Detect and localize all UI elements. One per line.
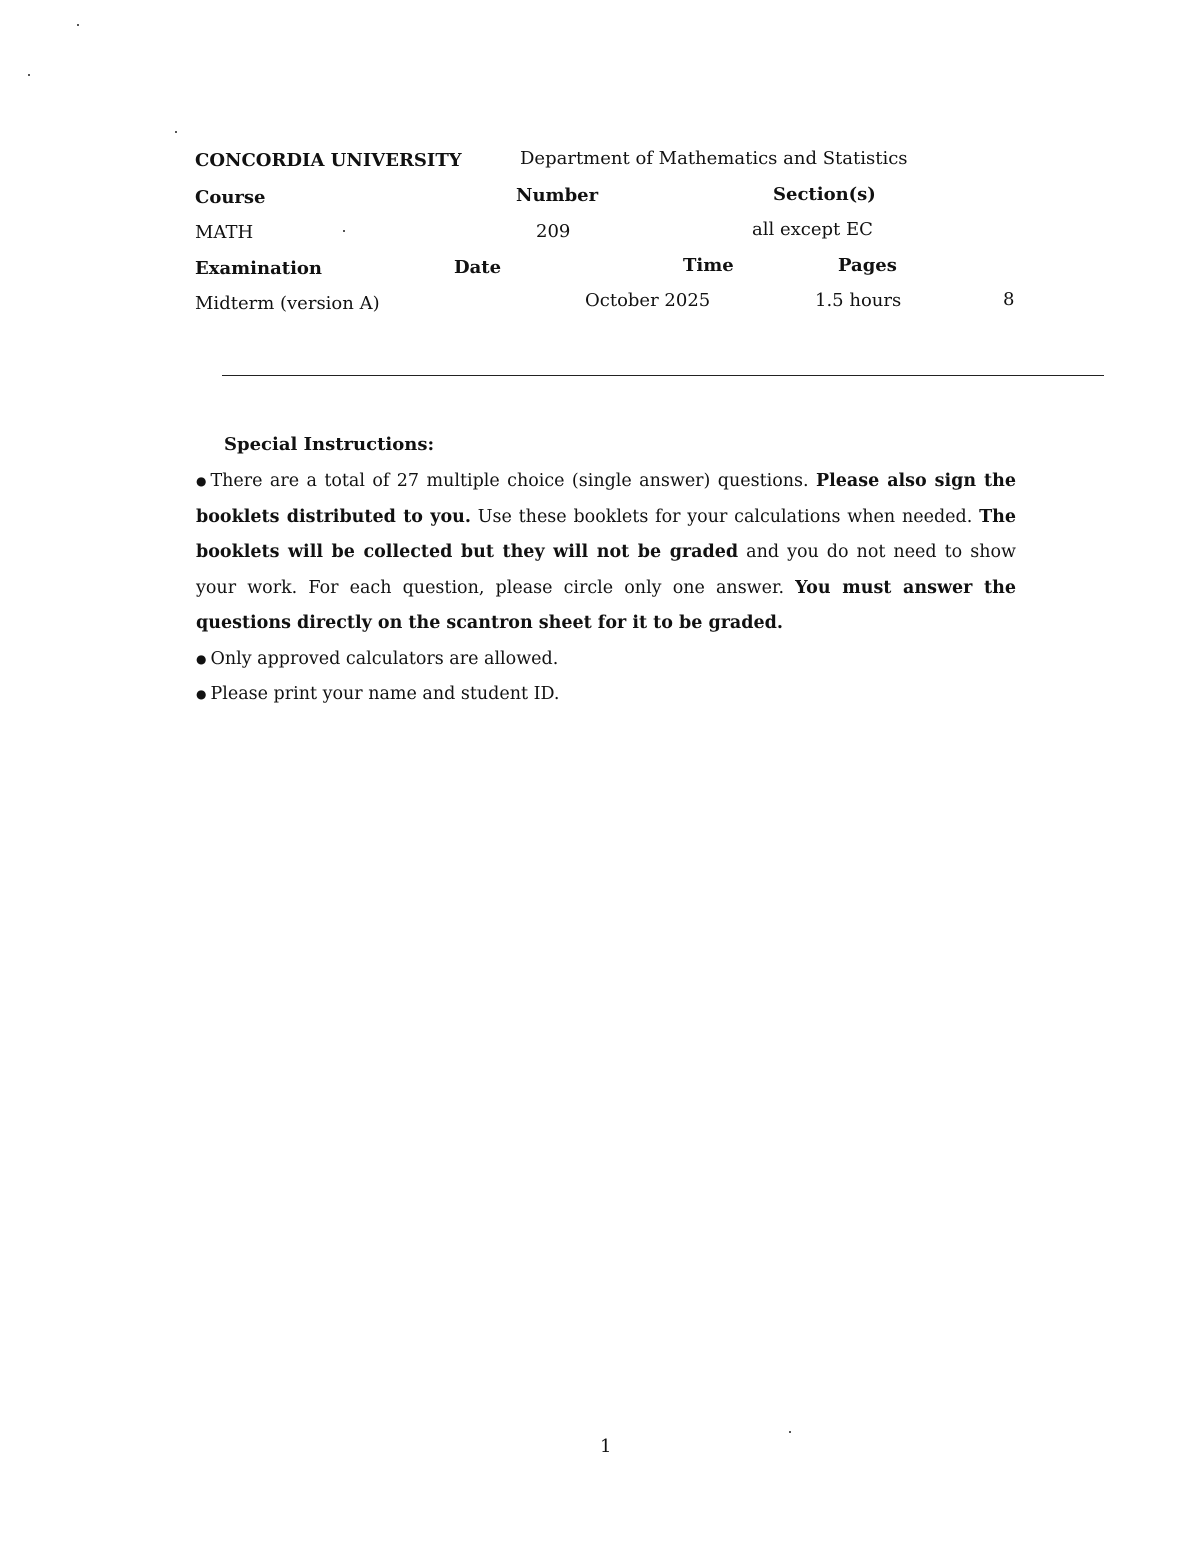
examination-label: Examination (195, 258, 322, 279)
sections-label: Section(s) (773, 184, 876, 205)
time-label: Time (683, 255, 734, 276)
scan-speck (28, 74, 30, 76)
department-name: Department of Mathematics and Statistics (520, 148, 908, 169)
header-divider (222, 375, 1104, 376)
number-value: 209 (536, 221, 571, 242)
course-label: Course (195, 187, 266, 208)
scan-speck (789, 1431, 791, 1433)
instruction-emphasis: Please also sign the booklets distributed to you. (196, 471, 1016, 527)
instruction-item-name (196, 677, 1016, 713)
instruction-item-questions (196, 464, 1016, 642)
instruction-item-calculators (196, 642, 1016, 678)
instruction-emphasis: The booklets will be collected but they will not be graded (196, 506, 1016, 562)
number-label: Number (516, 185, 599, 206)
instruction-emphasis: You must answer the questions directly on the scantron sheet for it to be graded. (196, 577, 1016, 633)
instruction-text: There are a total of 27 multiple choice (single answer) questions. (210, 471, 816, 491)
scan-speck (343, 230, 345, 232)
bullet-icon: ● (196, 474, 207, 488)
university-name: CONCORDIA UNIVERSITY (195, 150, 462, 171)
special-instructions (196, 432, 1016, 713)
examination-value: Midterm (version A) (195, 293, 380, 314)
course-value: MATH (195, 222, 254, 243)
sections-value: all except EC (752, 219, 873, 240)
instructions-heading: Special Instructions: (224, 434, 435, 455)
pages-value: 8 (1003, 289, 1015, 310)
scan-speck (77, 24, 79, 26)
instruction-text: Only approved calculators are allowed. (210, 648, 559, 669)
bullet-icon: ● (196, 687, 207, 701)
instruction-text: Please print your name and student ID. (210, 684, 560, 704)
instruction-text: and you do not need to show your work. For each question, please circle only one answer. (196, 542, 1017, 598)
bullet-icon: ● (196, 651, 207, 666)
date-value: October 2025 (585, 290, 711, 311)
time-value: 1.5 hours (815, 290, 902, 311)
date-label: Date (454, 257, 502, 278)
instruction-text: Use these booklets for your calculations when needed. (470, 506, 980, 527)
pages-label: Pages (838, 255, 897, 276)
page-number: 1 (600, 1436, 612, 1457)
scan-speck (175, 131, 177, 133)
